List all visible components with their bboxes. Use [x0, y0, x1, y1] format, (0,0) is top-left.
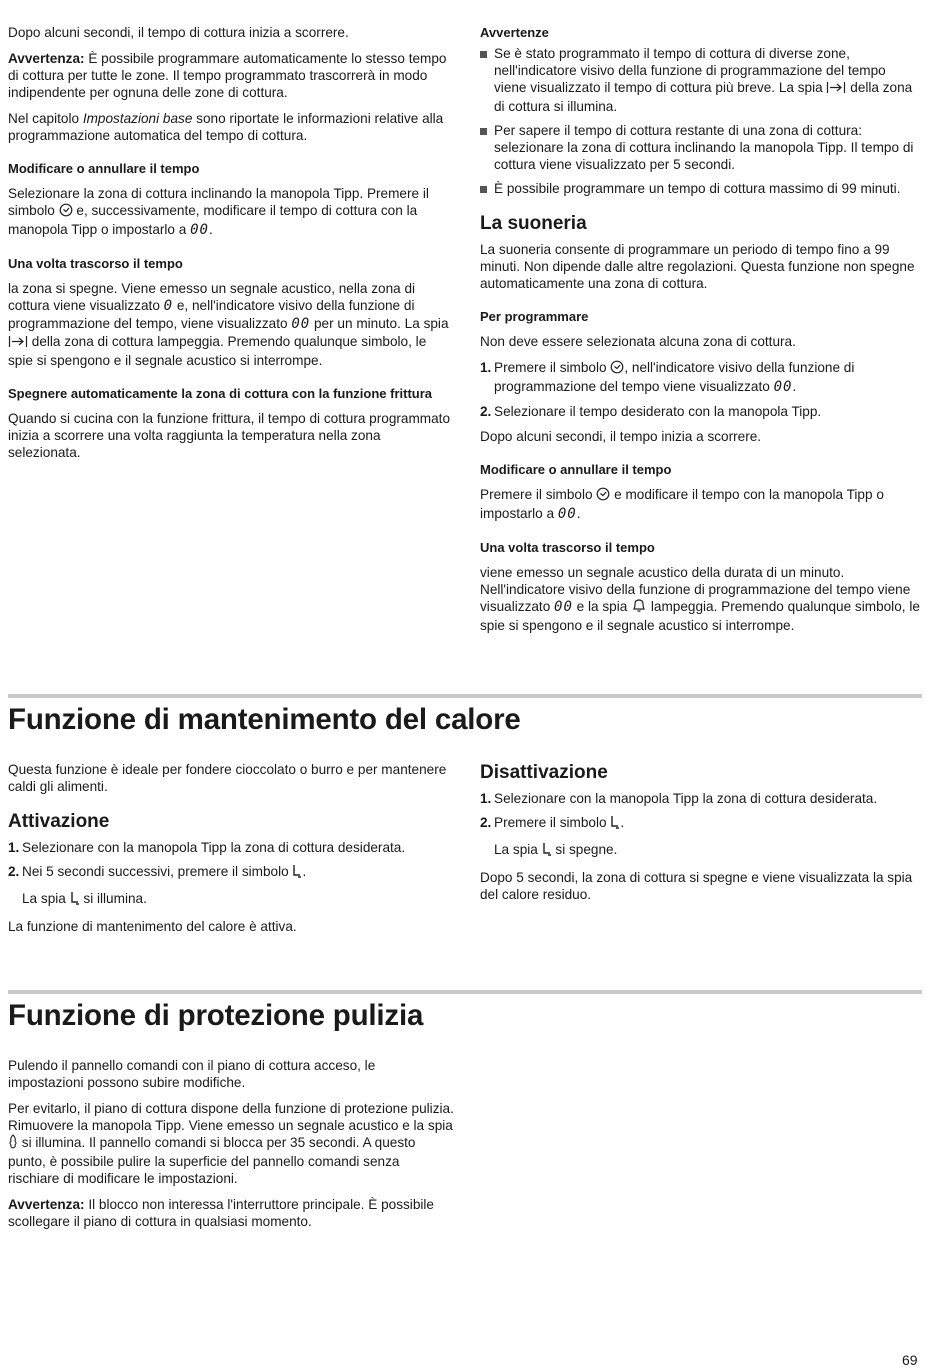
text: Premere il simbolo: [494, 815, 611, 830]
text: Se è stato programmato il tempo di cottura di diverse zone, nell'indicatore visivo della funzione di programmazione del tempo viene visualizzato il tempo di cottura più breve. La spia: [494, 46, 886, 95]
display-00: 00: [190, 222, 209, 238]
timer-icon: [59, 203, 73, 221]
paragraph: Dopo alcuni secondi, il tempo di cottura inizia a scorrere.: [8, 25, 349, 40]
steps-list: [8, 839, 454, 882]
text: della zona di cottura si illumina.: [494, 80, 913, 114]
text: si spegne.: [551, 842, 618, 857]
text: Selezionare con la manopola Tipp la zona di cottura desiderata.: [494, 791, 878, 806]
right-column-top: [480, 24, 922, 643]
paragraph: La suoneria consente di programmare un periodo di tempo fino a 99 minuti. Non dipende dalle altre regolazioni. Questa funzione non spegne automaticamente una zona di cottura.: [480, 242, 915, 291]
keep-warm-icon: [292, 864, 302, 882]
timer-icon: [610, 360, 624, 378]
text: Premere il simbolo: [494, 360, 611, 375]
paragraph: La funzione di mantenimento del calore è attiva.: [8, 919, 297, 934]
text: Nel capitolo: [8, 111, 83, 126]
paragraph: Dopo alcuni secondi, il tempo inizia a scorrere.: [480, 429, 762, 444]
text: viene emesso un segnale acustico della durata di un minuto. Nell'indicatore visivo della funzione di programmazione del tempo viene visualizzato: [480, 565, 911, 614]
text: .: [792, 379, 797, 394]
list-item: [480, 180, 922, 197]
text: Selezionare il tempo desiderato con la manopola Tipp.: [494, 404, 822, 419]
text: È possibile programmare un tempo di cottura massimo di 99 minuti.: [494, 181, 901, 196]
square-bullet: [480, 128, 487, 135]
list-item: [8, 863, 454, 882]
text: .: [208, 222, 213, 237]
text: .: [302, 864, 307, 879]
warning-text: È possibile programmare automaticamente lo stesso tempo di cottura per tutte le zone. Il tempo programmato trascorrerà in modo indipendente per ognuna delle zone di cottura.: [8, 51, 447, 100]
warning-paragraph: [8, 50, 454, 101]
text: Selezionare la zona di cottura inclinando la manopola Tipp. Premere il simbolo: [8, 186, 429, 218]
subheading-frying: Spegnere automaticamente la zona di cottura con la funzione frittura: [8, 386, 433, 401]
keep-warm-icon: [542, 842, 552, 860]
text: si illumina.: [79, 891, 147, 906]
subheading-elapsed: Una volta trascorso il tempo: [8, 256, 183, 271]
chapter-reference: Impostazioni base: [82, 111, 193, 126]
text: La spia: [494, 842, 542, 857]
section-title-deactivation: Disattivazione: [480, 762, 608, 783]
text: , nell'indicatore visivo della funzione di programmazione del tempo viene visualizzato: [494, 360, 855, 394]
warning-label: Avvertenza:: [8, 1197, 85, 1212]
keep-warm-icon: [610, 815, 620, 833]
paragraph: [480, 486, 922, 523]
warning-list: [480, 45, 922, 197]
step-number: 2.: [480, 815, 492, 830]
text: della zona di cottura lampeggia. Premendo qualunque simbolo, le spie si spengono e il segnale acustico si interrompe.: [8, 334, 427, 368]
list-item: [480, 814, 922, 833]
section-divider: [8, 694, 922, 698]
subheading-warnings: Avvertenze: [480, 25, 549, 40]
text: e modificare il tempo con la manopola Tipp o impostarlo a: [480, 487, 884, 521]
display-00: 00: [773, 379, 793, 395]
keep-warm-left: [8, 761, 454, 944]
paragraph: [8, 1100, 454, 1187]
display-0: 0: [163, 298, 174, 314]
chapter-title-cleaning: Funzione di protezione pulizia: [8, 999, 424, 1032]
subheading-modify: Modificare o annullare il tempo: [480, 462, 672, 477]
paragraph: Dopo 5 secondi, la zona di cottura si spegne e viene visualizzata la spia del calore residuo.: [480, 870, 913, 902]
text: .: [620, 815, 625, 830]
text: e, successivamente, modificare il tempo di cottura con la manopola Tipp o impostarlo a: [8, 203, 418, 237]
chapter-title-keep-warm: Funzione di mantenimento del calore: [8, 703, 521, 736]
timer-icon: [596, 487, 610, 505]
list-item: [480, 122, 922, 173]
paragraph: Questa funzione è ideale per fondere cioccolato o burro e per mantenere caldi gli alimenti.: [8, 762, 447, 794]
paragraph: [8, 110, 454, 144]
keep-warm-right: [480, 762, 922, 912]
text: Premere il simbolo: [480, 487, 597, 502]
subheading-program: Per programmare: [480, 309, 589, 324]
text: La spia: [22, 891, 70, 906]
list-item: [480, 45, 922, 115]
paragraph: Quando si cucina con la funzione frittura, il tempo di cottura programmato inizia a scorrere una volta raggiunta la temperatura nella zona selezionata.: [8, 411, 451, 460]
result-line: [8, 890, 454, 909]
zone-timer-icon: [8, 335, 28, 352]
square-bullet: [480, 186, 487, 193]
text: lampeggia. Premendo qualunque simbolo, le spie si spengono e il segnale acustico si interrompe.: [480, 599, 920, 633]
step-number: 1.: [480, 360, 492, 375]
display-00: 00: [554, 599, 573, 615]
text: Nei 5 secondi successivi, premere il simbolo: [22, 864, 293, 879]
text: Selezionare con la manopola Tipp la zona di cottura desiderata.: [22, 840, 406, 855]
cleaning-icon: [8, 1134, 18, 1153]
bell-icon: [631, 598, 647, 617]
zone-timer-icon: [826, 81, 846, 98]
list-item: [480, 790, 922, 807]
display-00: 00: [557, 506, 577, 522]
result-line: [480, 841, 922, 860]
text: e, nell'indicatore visivo della funzione di programmazione del tempo, viene visualizzato: [8, 298, 415, 331]
paragraph: [8, 185, 454, 239]
list-item: [480, 359, 922, 396]
keep-warm-icon: [70, 891, 80, 909]
left-column-top: [8, 24, 454, 470]
steps-list: [480, 790, 922, 833]
paragraph: Non deve essere selezionata alcuna zona di cottura.: [480, 334, 796, 349]
step-number: 1.: [480, 791, 492, 806]
list-item: [8, 839, 454, 856]
paragraph: [8, 280, 454, 369]
text: la zona si spegne. Viene emesso un segnale acustico, nella zona di cottura viene visualizzato: [8, 281, 416, 313]
section-title-timer: La suoneria: [480, 213, 587, 234]
section-title-activation: Attivazione: [8, 811, 110, 832]
display-00: 00: [291, 316, 311, 332]
step-number: 2.: [8, 864, 20, 879]
subheading-modify: Modificare o annullare il tempo: [8, 161, 200, 176]
paragraph: [480, 564, 922, 634]
paragraph: Pulendo il pannello comandi con il piano di cottura acceso, le impostazioni possono subire modifiche.: [8, 1058, 376, 1090]
steps-list: [480, 359, 922, 420]
square-bullet: [480, 51, 487, 58]
warning-text: Il blocco non interessa l'interruttore principale. È possibile scollegare il piano di cottura in qualsiasi momento.: [8, 1197, 434, 1229]
step-number: 2.: [480, 404, 492, 419]
text: Per evitarlo, il piano di cottura dispone della funzione di protezione pulizia. Rimuovere la manopola Tipp. Viene emesso un segnale acustico e la spia: [8, 1101, 454, 1133]
cleaning-left: [8, 1057, 454, 1239]
step-number: 1.: [8, 840, 20, 855]
subheading-elapsed: Una volta trascorso il tempo: [480, 540, 655, 555]
text: per un minuto. La spia: [310, 316, 449, 331]
text: sono riportate le informazioni relative alla programmazione automatica del tempo di cottura.: [8, 111, 444, 143]
text: .: [576, 506, 581, 521]
list-item: [480, 403, 922, 420]
text: si illumina. Il pannello comandi si blocca per 35 secondi. A questo punto, è possibile pulire la superficie del pannello comandi senza rischiare di modificare le impostazioni.: [8, 1135, 416, 1186]
text: e la spia: [572, 599, 632, 614]
warning-label: Avvertenza:: [8, 51, 85, 66]
page-number: 69: [902, 1352, 918, 1368]
text: Per sapere il tempo di cottura restante di una zona di cottura: selezionare la zona di cottura inclinando la manopola Tipp. Il tempo di cottura viene visualizzato per 5 secondi.: [494, 123, 914, 172]
warning-paragraph: [8, 1196, 454, 1230]
section-divider: [8, 990, 922, 994]
